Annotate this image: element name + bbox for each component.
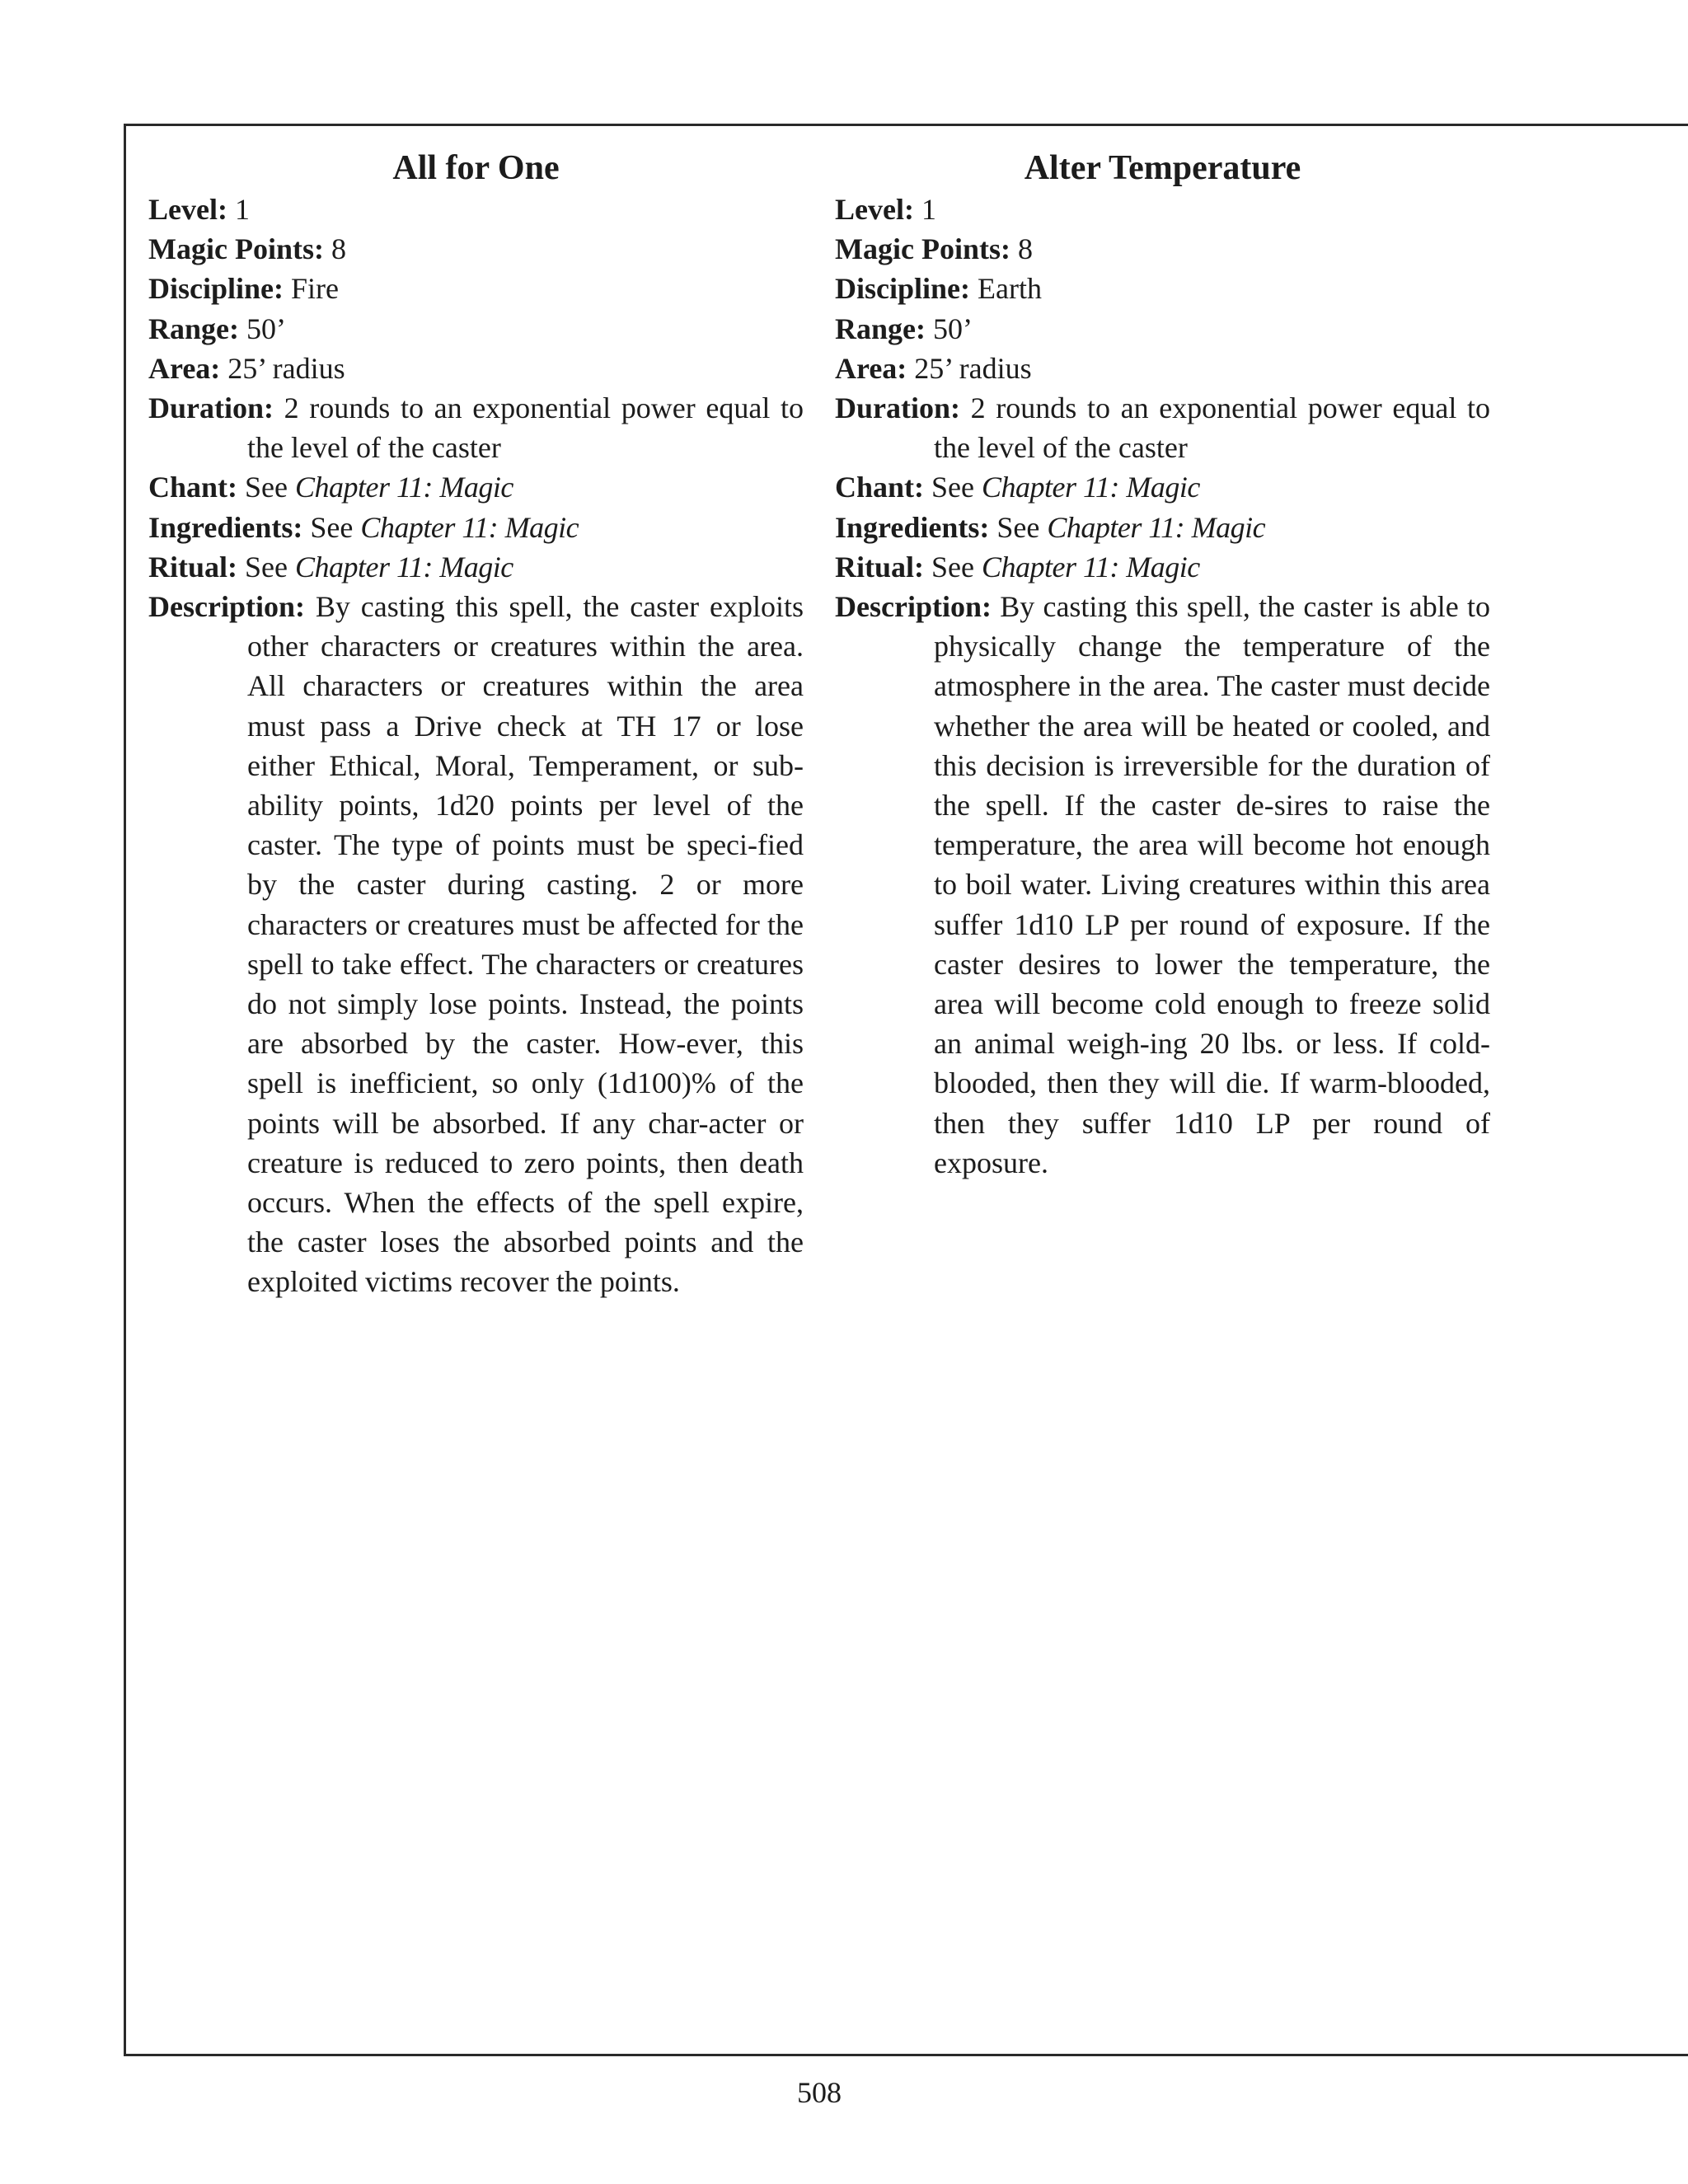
- spell-entry-alter-temperature: [835, 147, 1490, 1183]
- field-value: 1: [234, 193, 250, 226]
- spell-area: [148, 349, 804, 388]
- spell-duration: [148, 388, 804, 467]
- chapter-reference: Chapter 11: Magic: [294, 550, 513, 583]
- field-value: Fire: [291, 272, 340, 306]
- spell-discipline: [835, 269, 1490, 308]
- spell-chant: [148, 467, 804, 507]
- field-label: Magic Points:: [835, 232, 1010, 266]
- field-label: Description:: [835, 590, 992, 624]
- chapter-reference: Chapter 11: Magic: [981, 550, 1200, 583]
- field-label: Ingredients:: [835, 510, 990, 544]
- field-value: By casting this spell, the caster is able to physically change the temperature of the atmosphere in the area. The caster must decide whether the area will be heated or cooled, and this decision is irreversible for the duration of the spell. If the caster de-sires to raise the temperature, the area will become hot enough to boil water. Living creatures within this area suffer 1d10 LP per round of exposure. If the caster desires to lower the temperature, the area will become cold enough to freeze solid an animal weigh-ing 20 lbs. or less. If cold-blooded, then they will die. If warm-blooded, then they suffer 1d10 LP per round of exposure.: [934, 590, 1490, 1179]
- spell-ingredients: [835, 508, 1490, 547]
- field-label: Ritual:: [148, 550, 237, 583]
- spell-area: [835, 349, 1490, 388]
- field-value: By casting this spell, the caster exploits other characters or creatures within the area. All characters or creatures within the area must pass a Drive check at TH 17 or lose either Ethical, Moral, Temperament, or sub-ability points, 1d20 points per level of the caster. The type of points must be speci-fied by the caster during casting. 2 or more characters or creatures must be affected for the spell to take effect. The characters or creatures do not simply lose points. Instead, the points are absorbed by the caster. How-ever, this spell is inefficient, so only (1d100)% of the points will be absorbed. If any char-acter or creature is reduced to zero points, then death occurs. When the effects of the spell expire, the caster loses the absorbed points and the exploited victims recover the points.: [247, 590, 804, 1299]
- field-value: See: [245, 471, 288, 504]
- spell-entry-all-for-one: [148, 147, 804, 1302]
- spell-ingredients: [148, 508, 804, 547]
- spell-magic-points: [148, 229, 804, 269]
- field-value: See: [931, 471, 975, 504]
- field-value: See: [245, 550, 288, 583]
- spell-title: All for One: [392, 149, 560, 187]
- spell-magic-points: [835, 229, 1490, 269]
- field-label: Discipline:: [148, 272, 284, 306]
- field-label: Chant:: [835, 471, 925, 504]
- field-label: Area:: [148, 351, 221, 385]
- field-label: Ritual:: [835, 550, 924, 583]
- field-value: 1: [921, 193, 936, 226]
- field-value: See: [996, 510, 1040, 544]
- spell-description: [148, 587, 804, 1302]
- field-label: Range:: [148, 312, 239, 345]
- spell-ritual: [835, 547, 1490, 587]
- field-value: 25’ radius: [227, 351, 345, 385]
- field-value: Earth: [978, 272, 1042, 306]
- field-value: See: [931, 550, 974, 583]
- field-value: 50’: [246, 312, 286, 345]
- field-value: 50’: [933, 312, 973, 345]
- field-value: 8: [1017, 232, 1033, 266]
- field-label: Level:: [148, 193, 227, 226]
- chapter-reference: Chapter 11: Magic: [1047, 510, 1266, 544]
- spell-ritual: [148, 547, 804, 587]
- field-value: 2 rounds to an exponential power equal to the level of the caster: [247, 391, 804, 465]
- field-label: Discipline:: [835, 272, 971, 306]
- field-label: Level:: [835, 193, 914, 226]
- field-value: 2 rounds to an exponential power equal to the level of the caster: [934, 391, 1490, 465]
- chapter-reference: Chapter 11: Magic: [295, 471, 513, 504]
- field-value: 25’ radius: [914, 351, 1032, 385]
- spell-level: [148, 190, 804, 229]
- spell-range: [148, 309, 804, 349]
- field-label: Description:: [148, 590, 305, 624]
- field-label: Magic Points:: [148, 232, 324, 266]
- field-value: 8: [331, 232, 346, 266]
- chapter-reference: Chapter 11: Magic: [982, 471, 1200, 504]
- field-label: Ingredients:: [148, 510, 303, 544]
- field-label: Duration:: [835, 391, 960, 425]
- spell-level: [835, 190, 1490, 229]
- spell-discipline: [148, 269, 804, 308]
- field-label: Area:: [835, 351, 907, 385]
- field-label: Range:: [835, 312, 926, 345]
- spell-range: [835, 309, 1490, 349]
- spell-title: Alter Temperature: [1024, 149, 1301, 187]
- spell-chant: [835, 467, 1490, 507]
- field-label: Duration:: [148, 391, 274, 425]
- spell-duration: [835, 388, 1490, 467]
- page-number: 508: [797, 2076, 842, 2109]
- field-label: Chant:: [148, 471, 238, 504]
- field-value: See: [310, 510, 354, 544]
- chapter-reference: Chapter 11: Magic: [360, 510, 579, 544]
- spell-description: [835, 587, 1490, 1183]
